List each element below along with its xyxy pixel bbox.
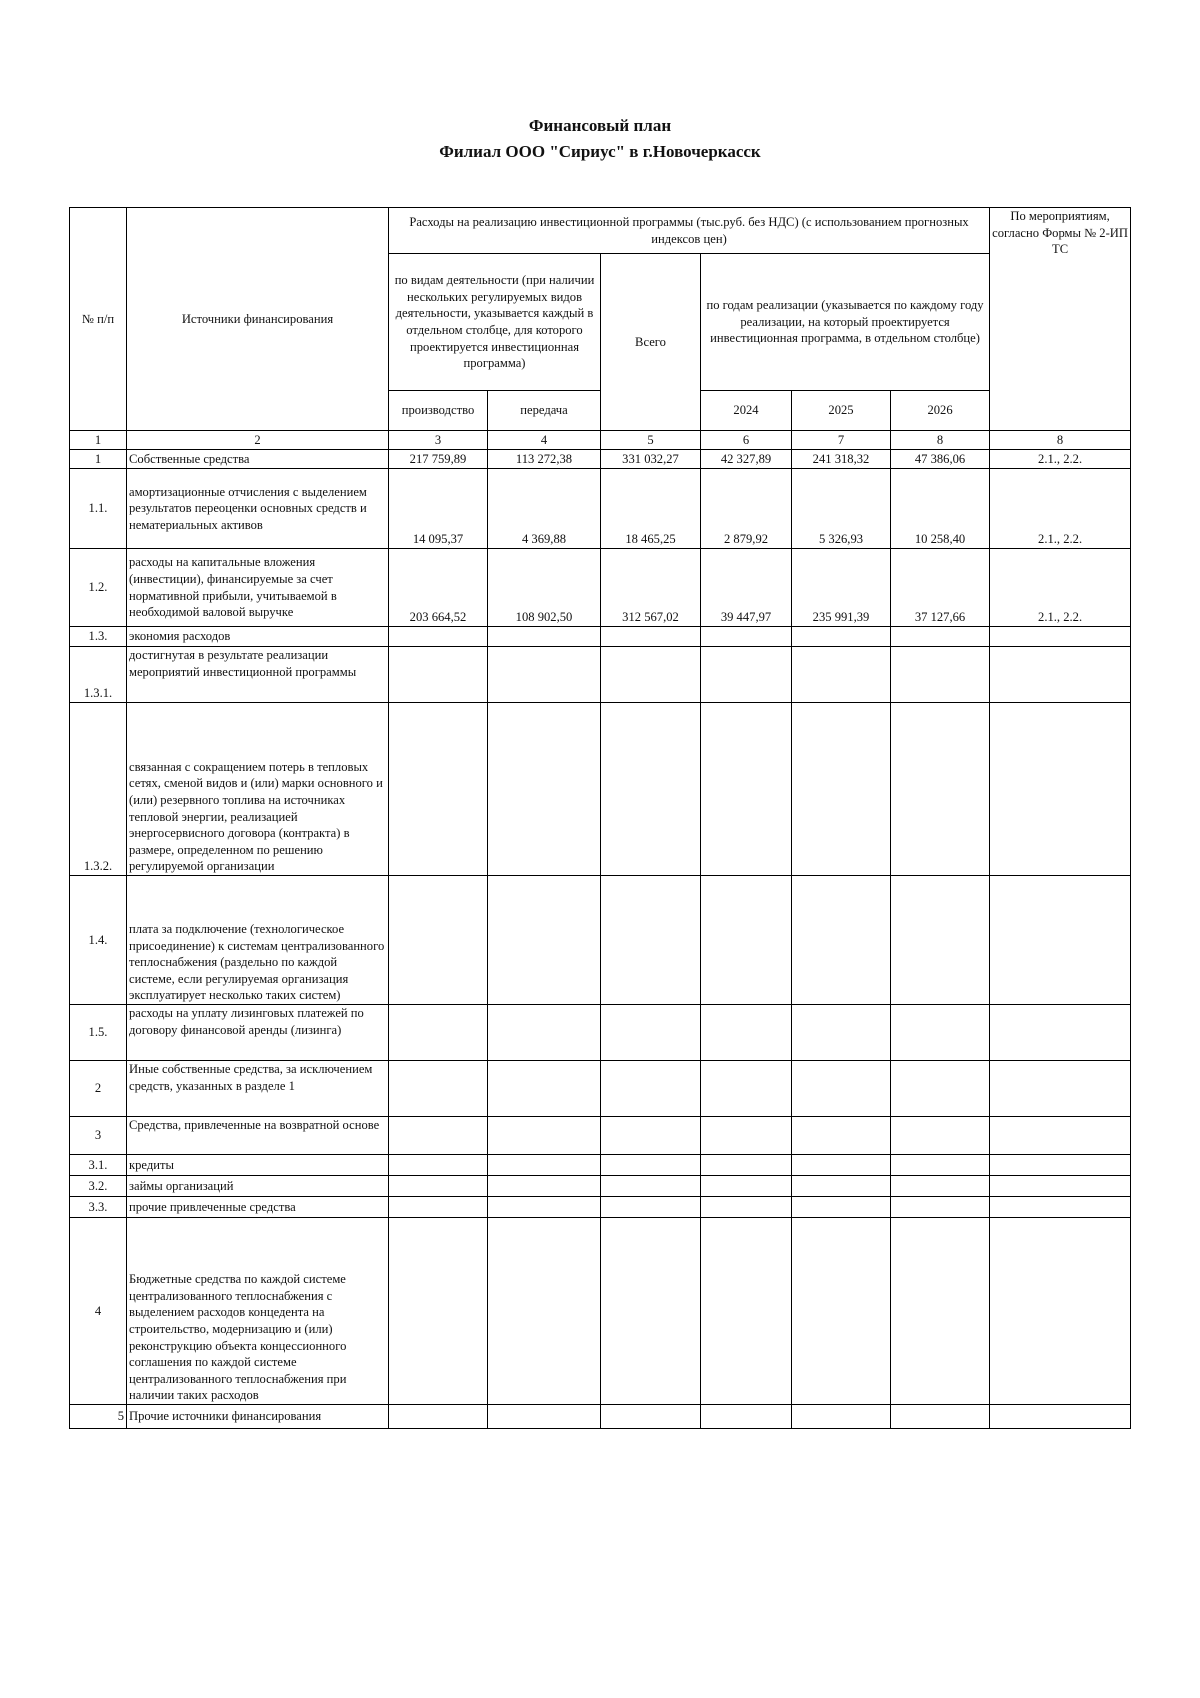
row-number: 1 — [70, 450, 127, 469]
cell-2026: 10 258,40 — [891, 469, 990, 549]
empty-cell — [389, 1405, 488, 1429]
empty-cell — [488, 1197, 601, 1218]
row-number: 2 — [70, 1061, 127, 1117]
header-transmission: передача — [488, 391, 601, 431]
cell-2026: 37 127,66 — [891, 549, 990, 627]
empty-cell — [389, 1061, 488, 1117]
empty-cell — [792, 1197, 891, 1218]
empty-cell — [389, 703, 488, 876]
cell-production: 217 759,89 — [389, 450, 488, 469]
empty-cell — [389, 1005, 488, 1061]
empty-cell — [701, 647, 792, 703]
empty-cell — [701, 876, 792, 1005]
row-number: 1.2. — [70, 549, 127, 627]
header-year-2025: 2025 — [792, 391, 891, 431]
cell-measures: 2.1., 2.2. — [990, 469, 1131, 549]
empty-cell — [891, 703, 990, 876]
column-numbers-row — [70, 431, 1131, 450]
cell-2024: 39 447,97 — [701, 549, 792, 627]
empty-cell — [792, 1218, 891, 1405]
row-number: 1.3. — [70, 627, 127, 647]
header-expenses: Расходы на реализацию инвестиционной программы (тыс.руб. без НДС) (с использованием прогнозных индексов цен) — [389, 208, 990, 254]
empty-cell — [701, 1005, 792, 1061]
row-source: плата за подключение (технологическое присоединение) к системам централизованного теплоснабжения (раздельно по каждой системе, если регулируемая организация эксплуатирует несколько таких систем) — [127, 876, 389, 1005]
col-number: 7 — [792, 431, 891, 450]
row-number: 3.2. — [70, 1176, 127, 1197]
empty-cell — [990, 1218, 1131, 1405]
empty-cell — [601, 1061, 701, 1117]
empty-cell — [601, 1218, 701, 1405]
table-row — [70, 876, 1131, 1005]
header-year-2024: 2024 — [701, 391, 792, 431]
empty-cell — [891, 627, 990, 647]
cell-2024: 42 327,89 — [701, 450, 792, 469]
row-source: расходы на уплату лизинговых платежей по договору финансовой аренды (лизинга) — [127, 1005, 389, 1061]
empty-cell — [792, 627, 891, 647]
row-source: амортизационные отчисления с выделением результатов переоценки основных средств и нематериальных активов — [127, 469, 389, 549]
header-source: Источники финансирования — [127, 208, 389, 431]
empty-cell — [488, 876, 601, 1005]
col-number: 5 — [601, 431, 701, 450]
empty-cell — [891, 1218, 990, 1405]
header-year-2026: 2026 — [891, 391, 990, 431]
col-number: 2 — [127, 431, 389, 450]
row-number: 3 — [70, 1117, 127, 1155]
table-row — [70, 1176, 1131, 1197]
row-source: кредиты — [127, 1155, 389, 1176]
row-source: Средства, привлеченные на возвратной основе — [127, 1117, 389, 1155]
empty-cell — [701, 627, 792, 647]
empty-cell — [891, 1061, 990, 1117]
cell-measures: 2.1., 2.2. — [990, 450, 1131, 469]
empty-cell — [701, 1176, 792, 1197]
empty-cell — [792, 703, 891, 876]
empty-cell — [389, 1197, 488, 1218]
header-measures: По мероприятиям, согласно Формы № 2-ИП ТС — [990, 208, 1131, 431]
empty-cell — [792, 1061, 891, 1117]
empty-cell — [990, 1405, 1131, 1429]
empty-cell — [601, 647, 701, 703]
empty-cell — [891, 647, 990, 703]
header-num: № п/п — [70, 208, 127, 431]
empty-cell — [891, 1005, 990, 1061]
empty-cell — [891, 1197, 990, 1218]
empty-cell — [891, 1117, 990, 1155]
col-number: 8 — [891, 431, 990, 450]
empty-cell — [601, 1197, 701, 1218]
empty-cell — [389, 627, 488, 647]
row-source: займы организаций — [127, 1176, 389, 1197]
empty-cell — [701, 1061, 792, 1117]
empty-cell — [701, 1117, 792, 1155]
empty-cell — [891, 1176, 990, 1197]
table-row — [70, 1117, 1131, 1155]
empty-cell — [792, 1405, 891, 1429]
cell-transmission: 113 272,38 — [488, 450, 601, 469]
row-number: 1.3.2. — [70, 703, 127, 876]
empty-cell — [792, 1117, 891, 1155]
empty-cell — [701, 703, 792, 876]
empty-cell — [701, 1405, 792, 1429]
table-row — [70, 703, 1131, 876]
row-source: экономия расходов — [127, 627, 389, 647]
empty-cell — [601, 1117, 701, 1155]
cell-2025: 235 991,39 — [792, 549, 891, 627]
empty-cell — [792, 647, 891, 703]
cell-production: 14 095,37 — [389, 469, 488, 549]
empty-cell — [891, 876, 990, 1005]
row-number: 1.3.1. — [70, 647, 127, 703]
col-number: 6 — [701, 431, 792, 450]
table-row — [70, 647, 1131, 703]
empty-cell — [601, 1155, 701, 1176]
row-source: Собственные средства — [127, 450, 389, 469]
row-number: 1.5. — [70, 1005, 127, 1061]
cell-total: 312 567,02 — [601, 549, 701, 627]
row-source: Иные собственные средства, за исключением средств, указанных в разделе 1 — [127, 1061, 389, 1117]
empty-cell — [792, 876, 891, 1005]
empty-cell — [990, 1005, 1131, 1061]
financial-plan-table — [69, 207, 1131, 1429]
col-number: 4 — [488, 431, 601, 450]
table-row — [70, 469, 1131, 549]
empty-cell — [488, 647, 601, 703]
row-number: 1.4. — [70, 876, 127, 1005]
row-number: 4 — [70, 1218, 127, 1405]
empty-cell — [488, 1005, 601, 1061]
header-by-year: по годам реализации (указывается по каждому году реализации, на который проектируется инвестиционная программа, в отдельном столбце) — [701, 254, 990, 391]
cell-2026: 47 386,06 — [891, 450, 990, 469]
empty-cell — [792, 1155, 891, 1176]
table-row — [70, 1061, 1131, 1117]
empty-cell — [389, 876, 488, 1005]
empty-cell — [990, 1061, 1131, 1117]
empty-cell — [891, 1155, 990, 1176]
table-row — [70, 627, 1131, 647]
empty-cell — [990, 703, 1131, 876]
empty-cell — [990, 647, 1131, 703]
empty-cell — [488, 1117, 601, 1155]
cell-total: 18 465,25 — [601, 469, 701, 549]
empty-cell — [389, 1117, 488, 1155]
empty-cell — [990, 1176, 1131, 1197]
table-row — [70, 1405, 1131, 1429]
table-row — [70, 1005, 1131, 1061]
empty-cell — [701, 1155, 792, 1176]
cell-transmission: 4 369,88 — [488, 469, 601, 549]
cell-2024: 2 879,92 — [701, 469, 792, 549]
row-number: 3.1. — [70, 1155, 127, 1176]
cell-2025: 5 326,93 — [792, 469, 891, 549]
header-production: производство — [389, 391, 488, 431]
empty-cell — [990, 1197, 1131, 1218]
row-source: прочие привлеченные средства — [127, 1197, 389, 1218]
empty-cell — [488, 1405, 601, 1429]
empty-cell — [990, 876, 1131, 1005]
empty-cell — [389, 647, 488, 703]
row-source: расходы на капитальные вложения (инвестиции), финансируемые за счет нормативной прибыли, учитываемой в необходимой валовой выручке — [127, 549, 389, 627]
empty-cell — [701, 1218, 792, 1405]
empty-cell — [488, 1061, 601, 1117]
col-number: 3 — [389, 431, 488, 450]
empty-cell — [488, 703, 601, 876]
document-subtitle: Филиал ООО "Сириус" в г.Новочеркасск — [439, 142, 761, 161]
empty-cell — [601, 1005, 701, 1061]
row-number: 1.1. — [70, 469, 127, 549]
row-source: Прочие источники финансирования — [127, 1405, 389, 1429]
col-number: 1 — [70, 431, 127, 450]
empty-cell — [601, 627, 701, 647]
empty-cell — [389, 1218, 488, 1405]
empty-cell — [488, 627, 601, 647]
empty-cell — [389, 1155, 488, 1176]
col-number: 8 — [990, 431, 1131, 450]
cell-transmission: 108 902,50 — [488, 549, 601, 627]
empty-cell — [488, 1155, 601, 1176]
table-row — [70, 450, 1131, 469]
empty-cell — [389, 1176, 488, 1197]
empty-cell — [891, 1405, 990, 1429]
cell-total: 331 032,27 — [601, 450, 701, 469]
row-number: 5 — [70, 1405, 127, 1429]
empty-cell — [990, 627, 1131, 647]
row-source: связанная с сокращением потерь в тепловых сетях, сменой видов и (или) марки основного и (или) резервного топлива на источниках тепловой энергии, реализацией энергосервисного договора (контракта) в размере, определенном по решению регулируемой организации — [127, 703, 389, 876]
row-source: Бюджетные средства по каждой системе централизованного теплоснабжения с выделением расходов концедента на строительство, модернизацию и (или) реконструкцию объекта концессионного соглашения по каждой системе централизованного теплоснабжения при наличии таких расходов — [127, 1218, 389, 1405]
empty-cell — [990, 1117, 1131, 1155]
row-number: 3.3. — [70, 1197, 127, 1218]
empty-cell — [601, 876, 701, 1005]
empty-cell — [488, 1176, 601, 1197]
table-row — [70, 549, 1131, 627]
empty-cell — [601, 703, 701, 876]
empty-cell — [601, 1405, 701, 1429]
table-row — [70, 1218, 1131, 1405]
empty-cell — [601, 1176, 701, 1197]
empty-cell — [792, 1176, 891, 1197]
empty-cell — [990, 1155, 1131, 1176]
empty-cell — [792, 1005, 891, 1061]
empty-cell — [701, 1197, 792, 1218]
cell-measures: 2.1., 2.2. — [990, 549, 1131, 627]
cell-2025: 241 318,32 — [792, 450, 891, 469]
document-title: Финансовый план — [528, 116, 672, 135]
cell-production: 203 664,52 — [389, 549, 488, 627]
table-row — [70, 1197, 1131, 1218]
empty-cell — [488, 1218, 601, 1405]
header-by-activity: по видам деятельности (при наличии нескольких регулируемых видов деятельности, указывается каждый в отдельном столбце, для которого проектируется инвестиционная программа) — [389, 254, 601, 391]
row-source: достигнутая в результате реализации мероприятий инвестиционной программы — [127, 647, 389, 703]
header-total: Всего — [601, 254, 701, 431]
table-row — [70, 1155, 1131, 1176]
